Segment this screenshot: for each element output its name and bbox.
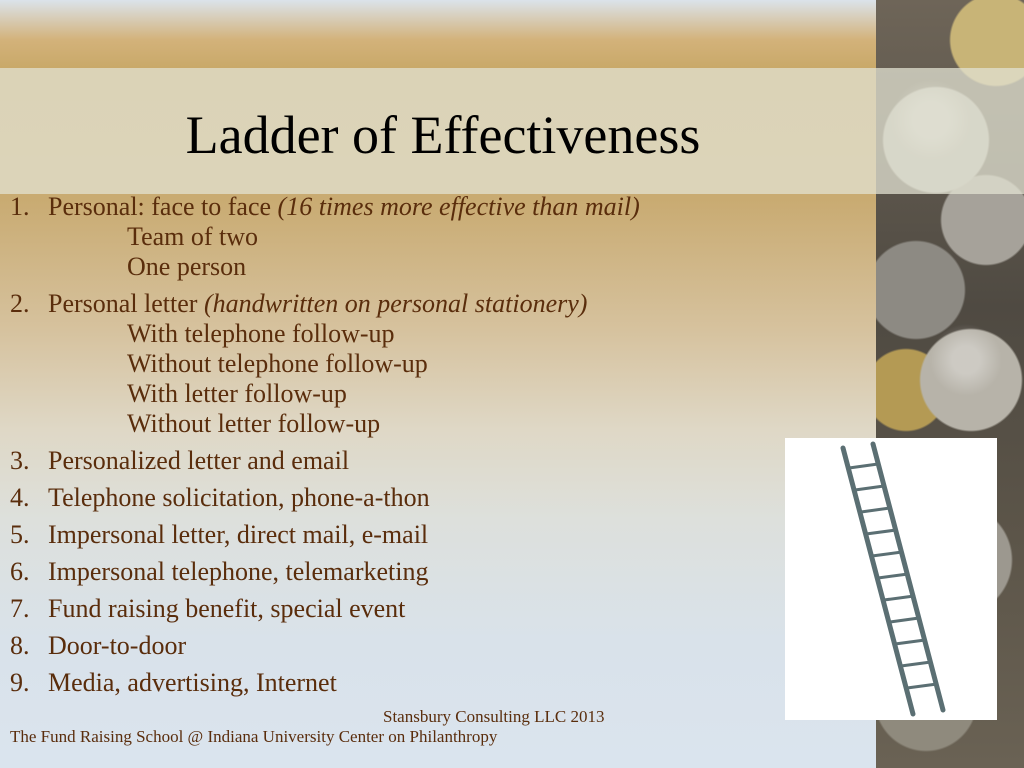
item-number: 3. — [10, 446, 30, 475]
sub-item: With letter follow-up — [127, 379, 347, 408]
sub-item: With telephone follow-up — [127, 319, 395, 348]
item-text: Fund raising benefit, special event — [48, 594, 406, 623]
ladder-list — [10, 192, 810, 705]
list-item — [10, 289, 810, 439]
item-text: Impersonal letter, direct mail, e-mail — [48, 520, 429, 549]
item-number: 6. — [10, 557, 30, 586]
list-item — [10, 668, 810, 698]
list-item — [10, 631, 810, 661]
item-note: (16 times more effective than mail) — [277, 192, 640, 221]
item-text: Personal: face to face — [48, 192, 278, 221]
item-text: Media, advertising, Internet — [48, 668, 337, 697]
ladder-icon — [785, 438, 997, 720]
sub-item: Without letter follow-up — [127, 409, 381, 438]
list-item — [10, 483, 810, 513]
footer-credit: Stansbury Consulting LLC 2013 — [383, 707, 605, 726]
sub-item: Without telephone follow-up — [127, 349, 428, 378]
list-item — [10, 520, 810, 550]
item-text: Telephone solicitation, phone-a-thon — [48, 483, 430, 512]
item-text: Personal letter — [48, 289, 204, 318]
item-text: Door-to-door — [48, 631, 187, 660]
item-number: 8. — [10, 631, 30, 660]
item-note: (handwritten on personal stationery) — [203, 289, 588, 318]
slide-title: Ladder of Effectiveness — [185, 105, 701, 165]
list-item — [10, 594, 810, 624]
ladder-image — [785, 438, 997, 720]
item-number: 1. — [10, 192, 30, 221]
list-item — [10, 446, 810, 476]
item-text: Impersonal telephone, telemarketing — [48, 557, 429, 586]
item-number: 5. — [10, 520, 30, 549]
list-item — [10, 557, 810, 587]
item-number: 4. — [10, 483, 30, 512]
item-number: 7. — [10, 594, 30, 623]
footer-school: The Fund Raising School @ Indiana University Center on Philanthropy — [10, 727, 498, 746]
item-number: 2. — [10, 289, 30, 318]
item-number: 9. — [10, 668, 30, 697]
item-text: Personalized letter and email — [48, 446, 350, 475]
list-item — [10, 192, 810, 282]
sub-item: One person — [127, 252, 247, 281]
sub-item: Team of two — [127, 222, 259, 251]
